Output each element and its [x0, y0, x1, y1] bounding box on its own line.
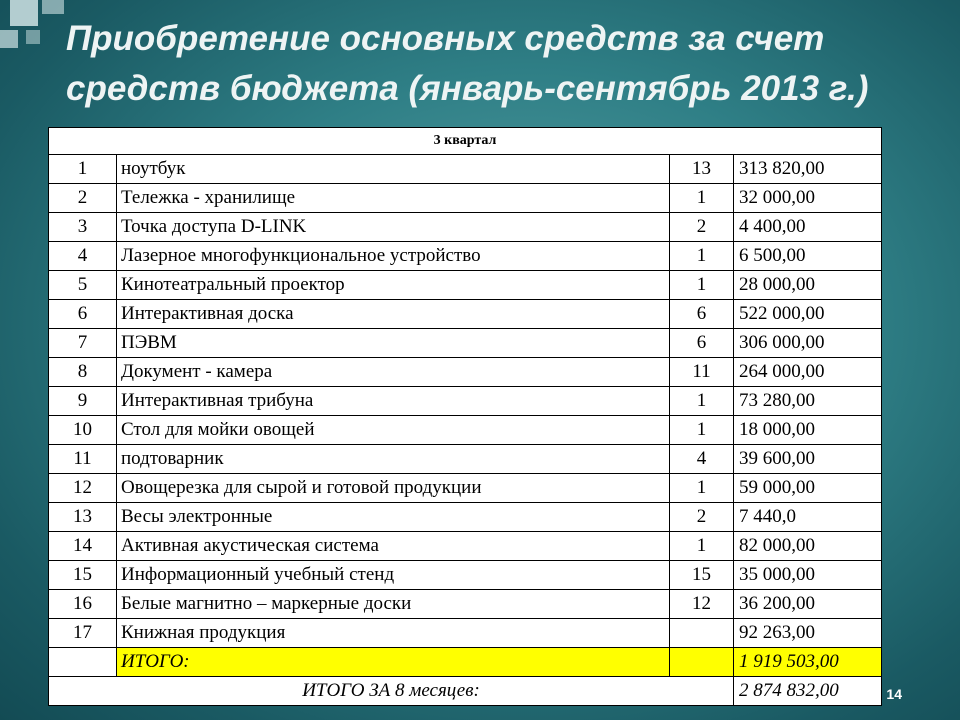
table-header-row: [49, 128, 882, 155]
item-quantity: 1: [670, 184, 734, 213]
total-row: [49, 648, 882, 677]
total-qty: [670, 648, 734, 677]
grand-total-sum: 2 874 832,00: [734, 677, 882, 706]
table-row: [49, 561, 882, 590]
row-number: 1: [49, 155, 117, 184]
item-sum: 4 400,00: [734, 213, 882, 242]
row-number: 7: [49, 329, 117, 358]
row-number: 16: [49, 590, 117, 619]
item-quantity: 2: [670, 213, 734, 242]
item-name: Белые магнитно – маркерные доски: [117, 590, 670, 619]
item-name: Интерактивная трибуна: [117, 387, 670, 416]
item-sum: 59 000,00: [734, 474, 882, 503]
item-quantity: 1: [670, 532, 734, 561]
item-name: Точка доступа D-LINK: [117, 213, 670, 242]
row-number: 4: [49, 242, 117, 271]
table-row: [49, 242, 882, 271]
table-row: [49, 213, 882, 242]
item-name: ноутбук: [117, 155, 670, 184]
corner-decoration: [10, 0, 38, 26]
item-quantity: 2: [670, 503, 734, 532]
page-number: 14: [886, 686, 902, 702]
item-sum: 39 600,00: [734, 445, 882, 474]
table-row: [49, 590, 882, 619]
item-sum: 7 440,0: [734, 503, 882, 532]
purchases-table: [48, 127, 882, 706]
item-sum: 6 500,00: [734, 242, 882, 271]
table-row: [49, 503, 882, 532]
item-sum: 18 000,00: [734, 416, 882, 445]
item-name: Весы электронные: [117, 503, 670, 532]
table-row: [49, 387, 882, 416]
item-name: Лазерное многофункциональное устройство: [117, 242, 670, 271]
item-quantity: 1: [670, 387, 734, 416]
item-sum: 32 000,00: [734, 184, 882, 213]
row-number: 6: [49, 300, 117, 329]
item-quantity: 6: [670, 329, 734, 358]
item-quantity: [670, 619, 734, 648]
item-sum: 73 280,00: [734, 387, 882, 416]
row-number: 11: [49, 445, 117, 474]
table-row: [49, 271, 882, 300]
item-quantity: 12: [670, 590, 734, 619]
row-number: 17: [49, 619, 117, 648]
quarter-header: 3 квартал: [49, 128, 882, 155]
item-quantity: 15: [670, 561, 734, 590]
item-name: Активная акустическая система: [117, 532, 670, 561]
row-number: 13: [49, 503, 117, 532]
table-row: [49, 329, 882, 358]
item-quantity: 6: [670, 300, 734, 329]
item-name: Кинотеатральный проектор: [117, 271, 670, 300]
row-number: 2: [49, 184, 117, 213]
item-sum: 306 000,00: [734, 329, 882, 358]
item-sum: 264 000,00: [734, 358, 882, 387]
item-name: Информационный учебный стенд: [117, 561, 670, 590]
total-label: ИТОГО:: [117, 648, 670, 677]
corner-decoration: [0, 30, 18, 48]
table-row: [49, 474, 882, 503]
item-sum: 35 000,00: [734, 561, 882, 590]
table-row: [49, 532, 882, 561]
item-quantity: 11: [670, 358, 734, 387]
item-sum: 313 820,00: [734, 155, 882, 184]
item-name: Овощерезка для сырой и готовой продукции: [117, 474, 670, 503]
grand-total-row: [49, 677, 882, 706]
item-name: подтоварник: [117, 445, 670, 474]
item-name: Интерактивная доска: [117, 300, 670, 329]
item-quantity: 1: [670, 474, 734, 503]
row-number: 3: [49, 213, 117, 242]
table-row: [49, 300, 882, 329]
row-number: 5: [49, 271, 117, 300]
table-row: [49, 416, 882, 445]
item-name: Тележка - хранилище: [117, 184, 670, 213]
item-name: Книжная продукция: [117, 619, 670, 648]
total-blank: [49, 648, 117, 677]
row-number: 15: [49, 561, 117, 590]
item-sum: 36 200,00: [734, 590, 882, 619]
item-quantity: 1: [670, 271, 734, 300]
item-quantity: 1: [670, 416, 734, 445]
table-row: [49, 445, 882, 474]
purchases-table-container: [48, 127, 881, 706]
item-quantity: 13: [670, 155, 734, 184]
table-row: [49, 358, 882, 387]
item-sum: 28 000,00: [734, 271, 882, 300]
table-row: [49, 155, 882, 184]
row-number: 9: [49, 387, 117, 416]
item-name: Стол для мойки овощей: [117, 416, 670, 445]
table-row: [49, 184, 882, 213]
item-quantity: 4: [670, 445, 734, 474]
total-sum: 1 919 503,00: [734, 648, 882, 677]
row-number: 8: [49, 358, 117, 387]
item-quantity: 1: [670, 242, 734, 271]
item-sum: 82 000,00: [734, 532, 882, 561]
grand-total-label: ИТОГО ЗА 8 месяцев:: [49, 677, 734, 706]
table-row: [49, 619, 882, 648]
slide-title: Приобретение основных средств за счет средств бюджета (январь-сентябрь 2013 г.): [66, 19, 869, 108]
row-number: 12: [49, 474, 117, 503]
item-name: Документ - камера: [117, 358, 670, 387]
item-sum: 522 000,00: [734, 300, 882, 329]
row-number: 10: [49, 416, 117, 445]
item-name: ПЭВМ: [117, 329, 670, 358]
corner-decoration: [42, 0, 64, 14]
item-sum: 92 263,00: [734, 619, 882, 648]
corner-decoration: [26, 30, 40, 44]
row-number: 14: [49, 532, 117, 561]
